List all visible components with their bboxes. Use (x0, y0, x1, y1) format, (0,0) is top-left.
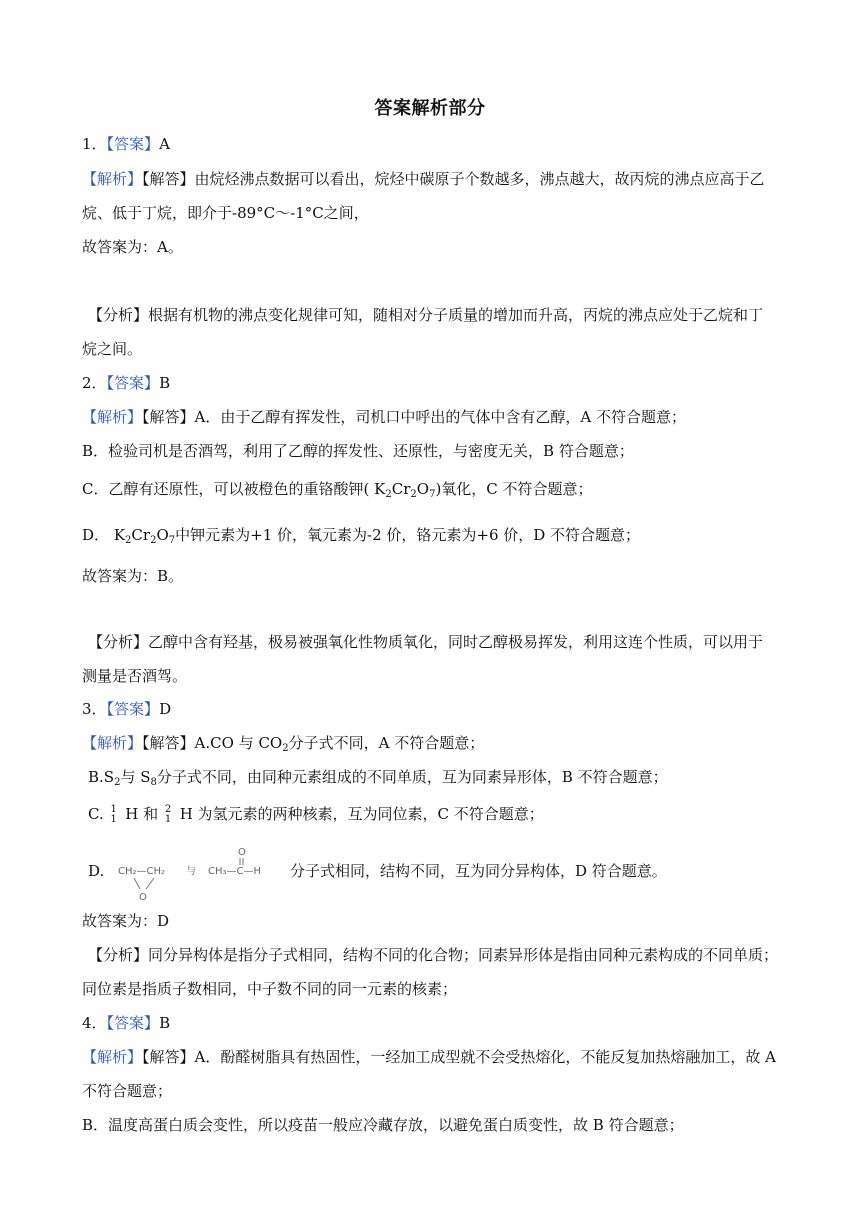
q3-fenxi-tag: 【分析】 (88, 946, 149, 964)
q3-conclusion: 故答案为：D (82, 912, 170, 930)
q2-jiexi-tag: 【解析】 (82, 408, 143, 426)
q1-answer-line (82, 133, 812, 155)
q1-jiexi-line (82, 168, 812, 190)
q1-jiexi-tag: 【解析】 (82, 170, 143, 188)
q1-number: 1． (82, 135, 107, 153)
q1-answer: A (159, 135, 170, 153)
q3-a-post: 分子式不同，A 不符合题意； (288, 734, 485, 752)
q3-number: 3． (82, 700, 107, 718)
q4-option-a-2: 不符合题意； (82, 1082, 173, 1100)
q2-jieda-tag: 【解答】 (142, 408, 195, 426)
q2-answer-line (82, 372, 812, 394)
q2-option-c (82, 478, 812, 506)
q2-option-b: B．检验司机是否酒驾，利用了乙醇的挥发性、还原性，与密度无关，B 符合题意； (82, 442, 634, 460)
h1-nuclide: 1 1 (110, 804, 117, 825)
q2-answer: B (159, 374, 171, 392)
ethylene-oxide-formula: CH₂—CH₂ (118, 866, 166, 877)
q4-number: 4． (82, 1014, 107, 1032)
q4-option-b: B．温度高蛋白质会变性，所以疫苗一般应冷藏存放，以避免蛋白质变性，故 B 符合题意； (82, 1116, 684, 1134)
q2-number: 2． (82, 374, 107, 392)
q3-a-pre: A.CO 与 CO (194, 734, 283, 752)
q4-jieda-tag: 【解答】 (142, 1048, 195, 1066)
epoxide-bond-left (134, 878, 140, 889)
q2-option-a: A．由于乙醇有挥发性，司机口中呼出的气体中含有乙醇，A 不符合题意； (194, 408, 686, 426)
q1-fenxi-line (88, 304, 818, 326)
acetaldehyde-formula: CH₃—C—H (208, 866, 262, 877)
q3-answer-tag: 【答案】 (106, 700, 160, 718)
h2-nuclide: 2 1 (164, 804, 172, 825)
q1-fenxi-2: 烷之间。 (82, 340, 143, 358)
q3-answer: D (159, 700, 172, 718)
q4-answer: B (159, 1014, 171, 1032)
q2-d-post: 中钾元素为+1 价，氧元素为-2 价，铬元素为+6 价，D 不符合题意； (175, 526, 641, 544)
q4-answer-line (82, 1012, 812, 1034)
q3-answer-line (82, 698, 812, 720)
epoxide-oxygen: O (139, 892, 147, 903)
q2-conclusion: 故答案为：B。 (82, 567, 184, 585)
q2-fenxi-tag: 【分析】 (88, 633, 149, 651)
q1-conclusion: 故答案为：A。 (82, 238, 183, 256)
q4-jiexi-line (82, 1046, 812, 1068)
q3-option-c: C. 1 1 H 和 2 1 H 为氢元素的两种核素，互为同位素，C 不符合题意； (88, 804, 544, 825)
q2-fenxi-line (88, 631, 818, 653)
q1-jieda-tag: 【解答】 (142, 170, 195, 188)
q2-answer-tag: 【答案】 (106, 374, 160, 392)
q1-fenxi-1: 根据有机物的沸点变化规律可知，随相对分子质量的增加而升高，丙烷的沸点应处于乙烷和丁 (148, 306, 764, 324)
q1-text-2: 烷、低于丁烷，即介于-89°C～-1°C之间， (82, 204, 369, 222)
q3-fenxi-2: 同位素是指质子数相同，中子数不同的同一元素的核素； (82, 980, 458, 998)
k2cr2o7-formula-d: $K_2Cr_2O_7$ (113, 526, 176, 546)
k2cr2o7-formula-c: ( $K_2Cr_2O_7$) (363, 480, 442, 500)
q3-option-b: $B.S_2$与 $S_8$分子式不同，由同种元素组成的不同单质，互为同素异形体，B 不符合题意； (88, 768, 668, 788)
q2-option-d (82, 524, 812, 552)
q3-jiexi-line: 【解析】【解答】A.CO 与 $CO_2$分子式不同，A 不符合题意； (82, 734, 485, 754)
q2-fenxi-1: 乙醇中含有羟基，极易被强氧化性物质氧化，同时乙醇极易挥发，利用这连个性质，可以用于 (148, 633, 764, 651)
q3-option-d: D. 分子式相同，结构不同，互为同分异构体，D 符合题意。 (88, 862, 667, 880)
q1-answer-tag: 【答案】 (106, 135, 160, 153)
q3-jieda-tag: 【解答】 (142, 734, 195, 752)
epoxide-bond-right (146, 878, 154, 889)
q2-jiexi-line (82, 406, 812, 428)
structure-image (114, 845, 284, 905)
carbonyl-oxygen: O (238, 847, 246, 858)
page-title: 答案解析部分 (374, 98, 486, 119)
q4-answer-tag: 【答案】 (106, 1014, 160, 1032)
q4-jiexi-tag: 【解析】 (82, 1048, 143, 1066)
q3-jiexi-tag: 【解析】 (82, 734, 143, 752)
q2-c-pre: C．乙醇有还原性，可以被橙色的重铬酸钾 (82, 480, 364, 498)
q1-fenxi-tag: 【分析】 (88, 306, 149, 324)
q2-d-pre: D． (82, 526, 110, 544)
q4-option-a-1: A．酚醛树脂具有热固性，一经加工成型就不会受热熔化，不能反复加热熔融加工，故 A (194, 1048, 776, 1066)
q2-c-post: 氧化，C 不符合题意； (441, 480, 593, 498)
struct-and: 与 (186, 866, 196, 877)
q1-text-1: 由烷烃沸点数据可以看出，烷烃中碳原子个数越多，沸点越大，故丙烷的沸点应高于乙 (194, 170, 765, 188)
q3-d-post: 分子式相同，结构不同，互为同分异构体，D 符合题意。 (290, 862, 667, 880)
q3-fenxi-1: 同分异构体是指分子式相同，结构不同的化合物；同素异形体是指由同种元素构成的不同单质； (148, 946, 779, 964)
q2-fenxi-2: 测量是否酒驾。 (82, 667, 188, 685)
q3-fenxi-line (88, 944, 818, 966)
